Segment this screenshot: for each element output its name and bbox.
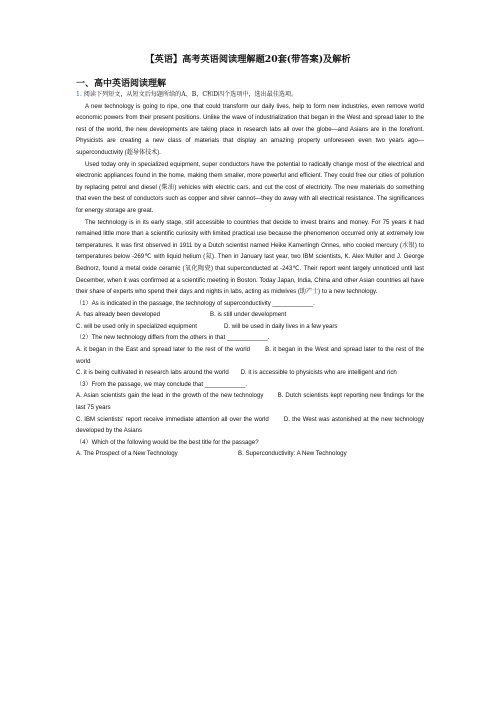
question-3-stem: （3）From the passage, we may conclude that ____________. (76, 380, 248, 388)
question-3-option-a: A. Asian scientists gain the lead in the growth of the new technology (76, 392, 264, 400)
instruction-line (76, 89, 424, 101)
question-2-option-b: B. it began in the West and spread later to the rest of the world (76, 346, 424, 365)
instruction-text: 阅读下列短文，从短文后每题所给的A、B、C和D四个选项中，选出最佳选项。 (83, 91, 298, 98)
question-3-option-b: B. Dutch scientists kept reporting new findings for the last 75 years (76, 392, 424, 412)
question-4-option-a: A. The Prospect of a New Technology (76, 450, 178, 458)
document-body (76, 89, 424, 460)
question-1-options-ab (76, 309, 424, 321)
passage-paragraph-3: The technology is in its early stage, still accessible to countries that decide to invest brains and money. For 75 years it had remained little more than a scientific curiosity with limited practical use because the phenomenon occurred only at extremely low temperatures. It was first observed in 1911 by a Dutch scientist named Heike Kamerlingh Onnes, who cooled mercury (水银) to temperatures below -269℃ with liquid helium (氦). Then in January last year, two IBM scientists, K. Alex Muller and J. Georgе Bednorz, found a metal oxide ceramic (氧化陶瓷) that superconducted at -243℃. Their report went largely unnoticed until last December, when it was confirmed at a scientific meeting in Boston. Today Japan, India, China and other Asian countries all have their share of experts who spend their days and nights in labs, acting as midwives (助产士) to a new technology. (76, 218, 424, 296)
question-3-option-c: C. IBM scientists' report receive immediate attention all over the world (76, 415, 269, 423)
question-3-options-ab (76, 390, 424, 413)
question-1-options-cd (76, 321, 424, 333)
document-title: 【英语】高考英语阅读理解题20套(带答案)及解析 (145, 54, 351, 65)
question-2-option-c: C. it is being cultivated in research labs around the world (76, 369, 229, 377)
question-3-option-d: D. the West was astonished at the new technology developed by the Asians (76, 415, 424, 435)
question-1-option-d: D. will be used in daily lives in a few years (224, 322, 338, 330)
question-1-option-a: A. has already been developed (76, 311, 161, 319)
question-4-option-b: B. Superconductivity: A New Technology (238, 450, 347, 458)
question-1-option-b: B. is still under development (210, 311, 287, 319)
question-3-options-cd (76, 414, 424, 437)
passage-paragraph-2: Used today only in specialized equipment, super conductors have the potential to radically change most of the electrical and electronic appliances found in the home, making them smaller, more powerful and efficient. They could free our cities of pollution by replacing petrol and diesel (柴油) vehicles with electric cars, and cut the cost of electricity. The new materials do something that even the best of conductors such as copper and silver cannot—they do away with all electrical resistance. The significances for energy storage are great. (76, 160, 424, 214)
question-4-options-ab (76, 448, 424, 460)
question-1-stem: （1）As is indicated in the passage, the technology of superconductivity ____________. (76, 299, 315, 307)
question-2-options-cd (76, 367, 424, 379)
question-2-stem: （2）The new technology differs from the others in that ____________. (76, 334, 270, 342)
question-2-option-a: A. it began in the East and spread later to the rest of the world (76, 346, 250, 354)
passage-paragraph-1: A new technology is going to ripe, one that could transform our daily lives, help to form new industries, even remove world economic powers from their present positions. Unlike the wave of industrialization that began in the West and spread later to the rest of the world, the new developments are taking place in research labs all over the globe—and Asians are in the forefront. Physicists are creating a new class of materials that display an amazing property unforeseen even two years ago—superconductivity (超导体技术). (76, 102, 424, 156)
question-1-option-c: C. will be used only in specialized equipment (76, 322, 197, 330)
question-4-stem: （4）Which of the following would be the best title for the passage? (76, 438, 259, 446)
question-2-option-d: D. it is accessible to physicists who are intelligent and rich (240, 369, 397, 377)
question-2-options-ab (76, 344, 424, 367)
question-number: 1. (76, 91, 82, 98)
section-heading: 一、高中英语阅读理解 (76, 79, 167, 89)
